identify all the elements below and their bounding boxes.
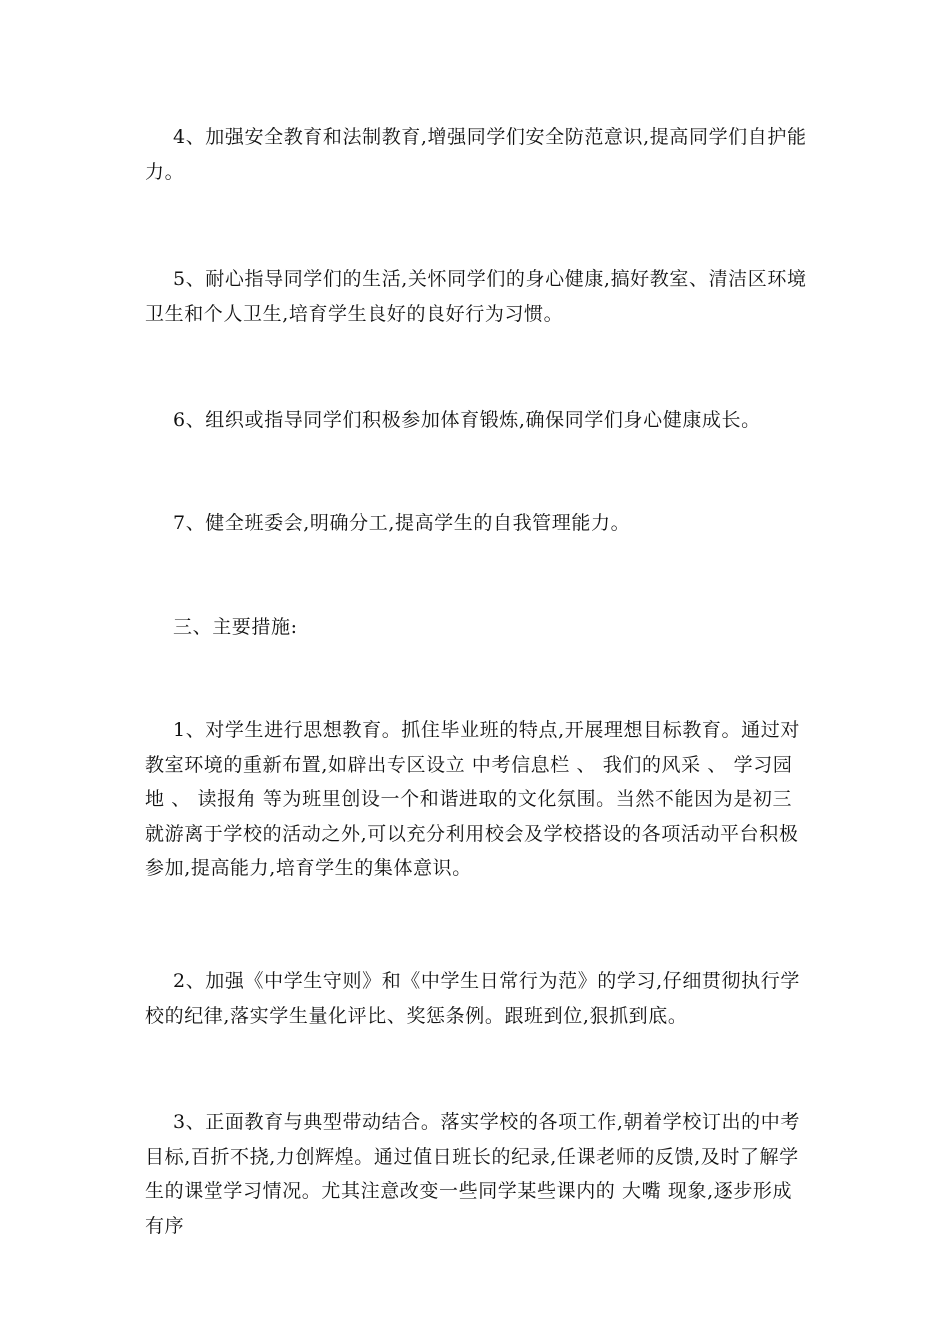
goal-item-5: 5、耐心指导同学们的生活,关怀同学们的身心健康,搞好教室、清洁区环境卫生和个人卫生,培育学生良好的良好行为习惯。 xyxy=(145,268,807,325)
section-heading: 三、主要措施: xyxy=(173,616,298,638)
measure-item-2: 2、加强《中学生守则》和《中学生日常行为范》的学习,仔细贯彻执行学校的纪律,落实学生量化评比、奖惩条例。跟班到位,狠抓到底。 xyxy=(145,970,800,1027)
measure-item-3: 3、正面教育与典型带动结合。落实学校的各项工作,朝着学校订出的中考目标,百折不挠,力创辉煌。通过值日班长的纪录,任课老师的反馈,及时了解学生的课堂学习情况。尤其注意改变一些同学某些课内的 大嘴 现象,逐步形成有序 xyxy=(145,1111,800,1237)
goal-item-6: 6、组织或指导同学们积极参加体育锻炼,确保同学们身心健康成长。 xyxy=(173,409,761,431)
goal-item-4: 4、加强安全教育和法制教育,增强同学们安全防范意识,提高同学们自护能力。 xyxy=(145,126,807,183)
goal-item-7: 7、健全班委会,明确分工,提高学生的自我管理能力。 xyxy=(173,512,631,534)
measure-item-1: 1、对学生进行思想教育。抓住毕业班的特点,开展理想目标教育。通过对教室环境的重新布置,如辟出专区设立 中考信息栏 、 我们的风采 、 学习园地 、 读报角 等为班里创设一个和谐进取的文化氛围。当然不能因为是初三就游离于学校的活动之外,可以充分利用校会及学校搭设的各项活动平台积极参加,提高能力,培育学生的集体意识。 xyxy=(145,719,800,879)
